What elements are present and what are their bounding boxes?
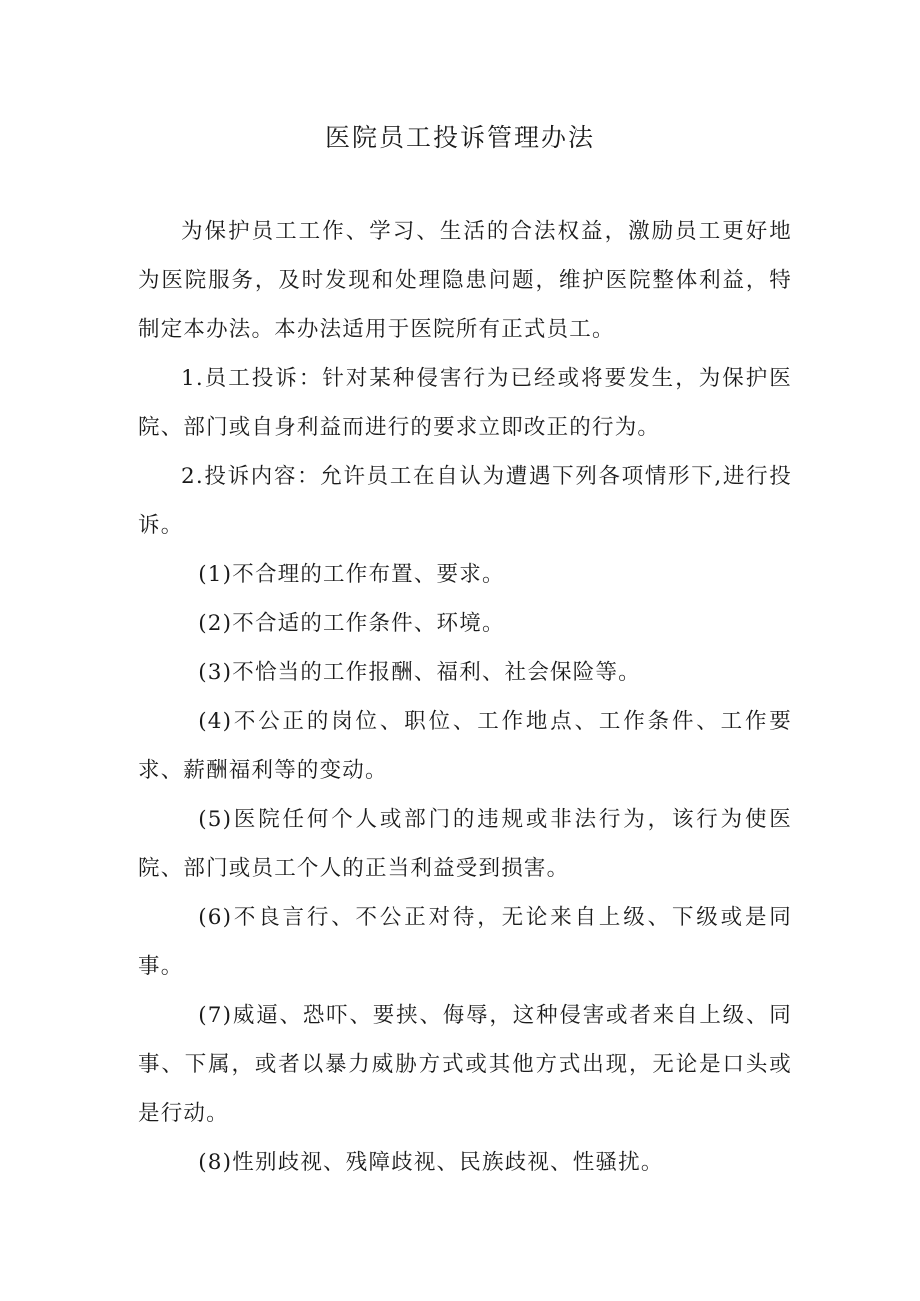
paragraph-definition: 1.员工投诉：针对某种侵害行为已经或将要发生，为保护医院、部门或自身利益而进行的要求立即改正的行为。	[138, 366, 792, 440]
list-item-5: (5)医院任何个人或部门的违规或非法行为，该行为使医院、部门或员工个人的正当利益受到损害。	[138, 807, 792, 881]
list-item-6: (6)不良言行、不公正对待，无论来自上级、下级或是同事。	[138, 905, 792, 979]
list-item-3: (3)不恰当的工作报酬、福利、社会保险等。	[198, 660, 641, 685]
list-item-8: (8)性别歧视、残障歧视、民族歧视、性骚扰。	[198, 1150, 664, 1175]
list-item-1: (1)不合理的工作布置、要求。	[198, 562, 505, 587]
paragraph-intro: 为保护员工工作、学习、生活的合法权益，激励员工更好地为医院服务，及时发现和处理隐患问题，维护医院整体利益，特制定本办法。本办法适用于医院所有正式员工。	[138, 219, 792, 342]
paragraph-complaint-content: 2.投诉内容：允许员工在自认为遭遇下列各项情形下,进行投诉。	[138, 464, 792, 538]
list-item-2: (2)不合适的工作条件、环境。	[198, 611, 505, 636]
list-item-7: (7)威逼、恐吓、要挟、侮辱，这种侵害或者来自上级、同事、下属，或者以暴力威胁方式或其他方式出现，无论是口头或是行动。	[138, 1003, 792, 1126]
document-body	[138, 207, 792, 1187]
list-item-4: (4)不公正的岗位、职位、工作地点、工作条件、工作要求、薪酬福利等的变动。	[138, 709, 792, 783]
document-title: 医院员工投诉管理办法	[324, 123, 595, 152]
